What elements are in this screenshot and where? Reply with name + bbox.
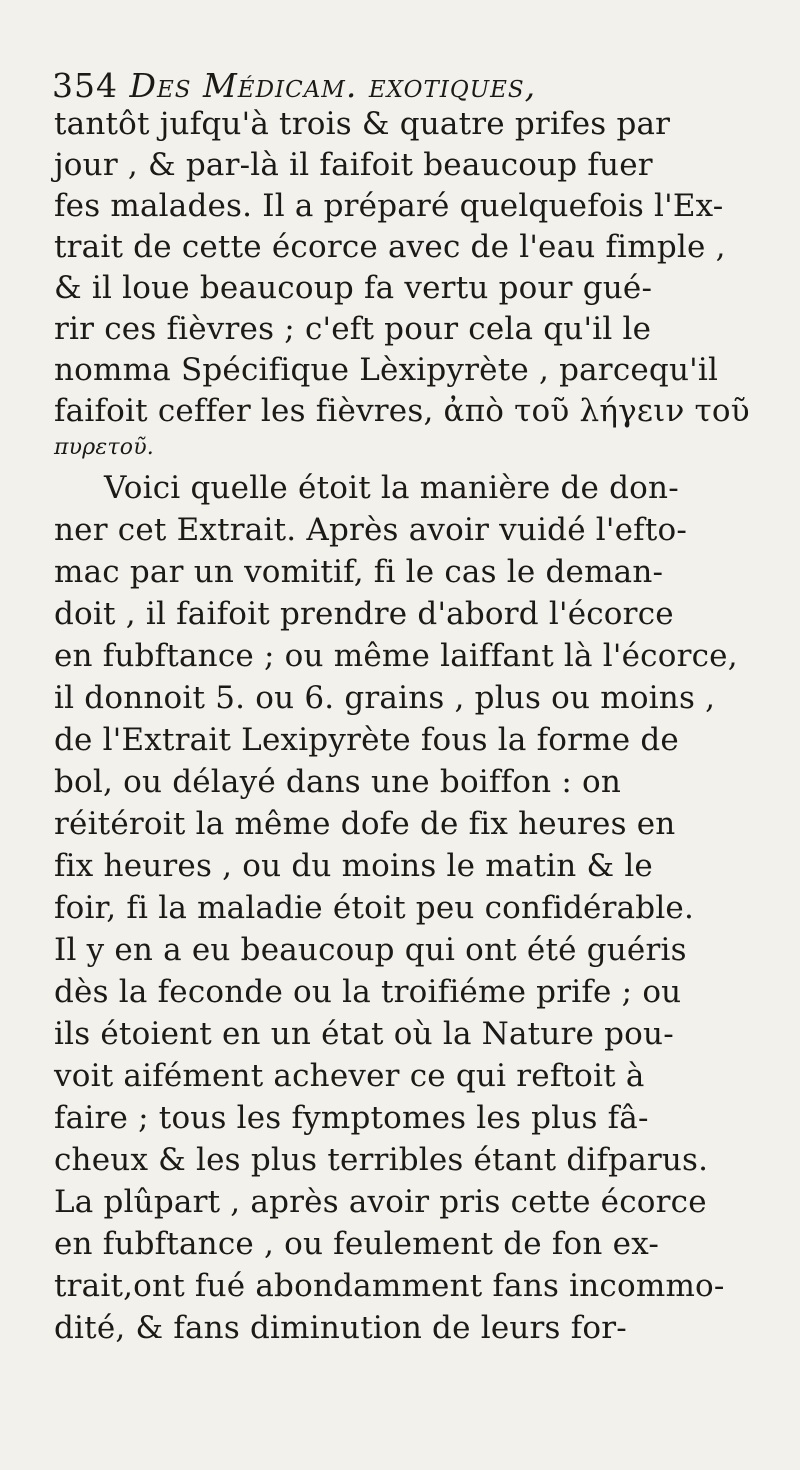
text-line-5: & il loue beaucoup fa vertu pour gué- xyxy=(54,270,653,306)
text-line-14: en fubftance ; ou même laiffant là l'écorce, xyxy=(54,638,738,674)
text-line-15: il donnoit 5. ou 6. grains , plus ou moins , xyxy=(54,680,716,716)
text-line-29: trait,ont fué abondamment fans incommo- xyxy=(54,1268,725,1304)
text-line-10: Voici quelle étoit la manière de don- xyxy=(104,470,679,506)
text-line-3: fes malades. Il a préparé quelquefois l'Ex- xyxy=(54,188,724,224)
text-line-24: voit aifément achever ce qui reftoit à xyxy=(54,1058,645,1094)
running-title: Des Médicam. exotiques, xyxy=(129,66,537,105)
page-number: 354 xyxy=(52,66,118,105)
text-line-23: ils étoient en un état où la Nature pou- xyxy=(54,1016,674,1052)
text-line-1: tantôt jufqu'à trois & quatre prifes par xyxy=(54,106,671,142)
text-line-11: ner cet Extrait. Après avoir vuidé l'efto- xyxy=(54,512,688,548)
text-line-25: faire ; tous les fymptomes les plus fâ- xyxy=(54,1100,649,1136)
text-line-16: de l'Extrait Lexipyrète fous la forme de xyxy=(54,722,679,758)
page-header xyxy=(52,66,772,105)
text-line-18: réitéroit la même dofe de fix heures en xyxy=(54,806,676,842)
text-line-27: La plûpart , après avoir pris cette écorce xyxy=(54,1184,707,1220)
text-line-13: doit , il faifoit prendre d'abord l'écorce xyxy=(54,596,674,632)
text-line-22: dès la feconde ou la troifiéme prife ; ou xyxy=(54,974,682,1010)
text-line-19: fix heures , ou du moins le matin & le xyxy=(54,848,653,884)
text-line-7: nomma Spécifique Lèxipyrète , parcequ'il xyxy=(54,352,719,388)
text-line-28: en fubftance , ou feulement de fon ex- xyxy=(54,1226,660,1262)
text-line-8: faifoit ceffer les fièvres, ἀπὸ τοῦ λήγειν τοῦ xyxy=(54,393,750,429)
text-line-9-greek: πυρετοῦ. xyxy=(54,435,154,460)
text-line-2: jour , & par-là il faifoit beaucoup fuer xyxy=(54,147,653,183)
text-line-30: dité, & fans diminution de leurs for- xyxy=(54,1310,627,1346)
text-line-21: Il y en a eu beaucoup qui ont été guéris xyxy=(54,932,687,968)
text-line-12: mac par un vomitif, fi le cas le deman- xyxy=(54,554,664,590)
text-line-17: bol, ou délayé dans une boiffon : on xyxy=(54,764,622,800)
text-line-26: cheux & les plus terribles étant difparus. xyxy=(54,1142,709,1178)
text-line-4: trait de cette écorce avec de l'eau fimple , xyxy=(54,229,726,265)
text-line-6: rir ces fièvres ; c'eft pour cela qu'il le xyxy=(54,311,652,347)
text-line-20: foir, fi la maladie étoit peu confidérable. xyxy=(54,890,695,926)
